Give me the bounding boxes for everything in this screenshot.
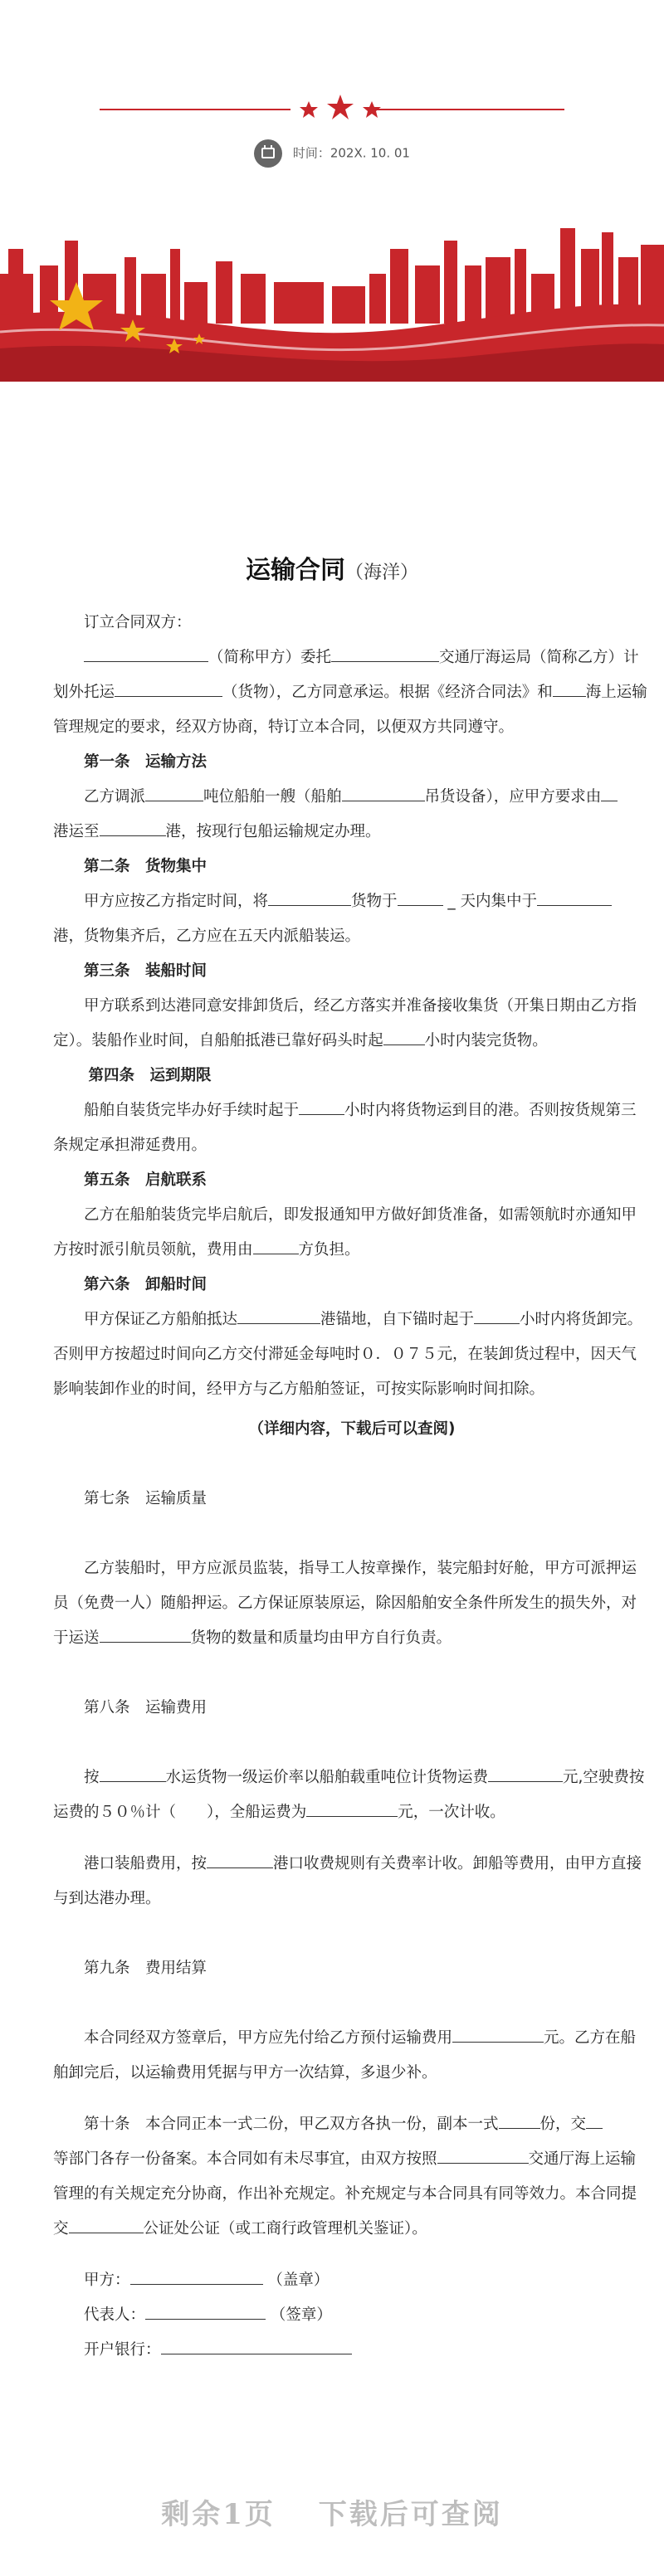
- section-1-title: 第一条 运输方法: [84, 753, 208, 771]
- star-icon: [300, 101, 318, 118]
- header-graphic: [0, 0, 664, 382]
- section-8-text: 按 水运货物一级运价率以船舶载重吨位计货物运费 元,空驶费按运费的５０％计（ ），全船运费为 元，一次计收。: [53, 1760, 651, 1830]
- title-main: 运输合同: [245, 556, 345, 585]
- document-body: [53, 606, 651, 2368]
- section-2-text: 甲方应按乙方指定时间，将 货物于 _ 天内集中于 港，货物集齐后，乙方应在五天内派船装运。: [53, 884, 651, 954]
- section-6-text: 甲方保证乙方船舶抵达 港锚地，自下锚时起于 小时内将货卸完。否则甲方按超过时间向乙方交付滞延金每吨时０．０７５元，在装卸货过程中，因天气影响装卸作业的时间，经甲方与乙方船舶签证，可按实际影响时间扣除。: [53, 1303, 651, 1407]
- section-7-text: 乙方装船时，甲方应派员监装，指导工人按章操作，装完船封好舱，甲方可派押运员（免费一人）随船押运。乙方保证原装原运，除因船舶安全条件所发生的损失外，对于运送 货物的数量和质量均由甲方自行负责。: [53, 1560, 637, 1647]
- section-4-text: 船舶自装货完毕办好手续时起于 小时内将货物运到目的港。否则按货规第三条规定承担滞延费用。: [53, 1093, 651, 1163]
- star-icon: [327, 95, 354, 119]
- parties-line: 订立合同双方：: [84, 614, 192, 631]
- section-4-title: 第四条 运到期限: [88, 1067, 212, 1084]
- time-row: [0, 139, 664, 168]
- signature-bank: 开户银行：: [53, 2333, 651, 2368]
- signature-party-a: 甲方： （盖章）: [53, 2263, 651, 2298]
- calendar-icon: [254, 139, 282, 168]
- detail-note: （详细内容，下载后可以查阅): [248, 1420, 456, 1438]
- section-7-title: 第七条 运输质量: [84, 1490, 208, 1507]
- title-sub: （海洋）: [344, 562, 418, 583]
- section-2-title: 第二条 货物集中: [84, 858, 208, 875]
- section-8-title: 第八条 运输费用: [84, 1699, 208, 1717]
- section-9-title: 第九条 费用结算: [84, 1960, 208, 1977]
- section-1-text: 乙方调派 吨位船舶一艘（船舶 吊货设备），应甲方要求由 港运至 港，按现行包船运输规定办理。: [53, 780, 651, 850]
- section-10-text: 第十条 本合同正本一式二份，甲乙双方各执一份，副本一式 份，交 等部门各存一份备案。本合同如有未尽事宜，由双方按照 交通厅海上运输管理的有关规定充分协商，作出补充规定。补充规定与本合同具有同等效力。本合同提交 公证处公证（或工商行政管理机关鉴证）。: [53, 2107, 651, 2247]
- section-6-title: 第六条 卸船时间: [84, 1276, 208, 1293]
- remaining-pages-footer[interactable]: 剩余1页 下载后可查阅: [161, 2498, 503, 2531]
- section-3-text: 甲方联系到达港同意安排卸货后，经乙方落实并准备接收集货（开集日期由乙方指定）。装船作业时间，自船舶抵港已靠好码头时起 小时内装完货物。: [53, 997, 637, 1049]
- section-8-port-fee: 港口装船费用，按 港口收费规则有关费率计收。卸船等费用，由甲方直接与到达港办理。: [53, 1847, 651, 1916]
- signature-representative: 代表人： （签章）: [53, 2298, 651, 2333]
- header-banner: [0, 0, 664, 382]
- section-3-title: 第三条 装船时间: [84, 962, 208, 980]
- section-5-text: 乙方在船舶装货完毕启航后，即发报通知甲方做好卸货准备，如需领航时亦通知甲方按时派引航员领航，费用由 方负担。: [53, 1206, 637, 1259]
- section-5-title: 第五条 启航联系: [84, 1171, 208, 1189]
- section-9-text: 本合同经双方签章后，甲方应先付给乙方预付运输费用 元。乙方在船舶卸完后，以运输费用凭据与甲方一次结算，多退少补。: [53, 2021, 651, 2091]
- intro-paragraph: （简称甲方）委托 交通厅海运局（简称乙方）计划外托运 （货物），乙方同意承运。根据《经济合同法》和 海上运输管理规定的要求，经双方协商，特订立本合同，以便双方共同遵守。: [53, 640, 651, 745]
- document-title: [0, 549, 664, 586]
- time-label: 时间：202X. 10. 01: [292, 145, 410, 161]
